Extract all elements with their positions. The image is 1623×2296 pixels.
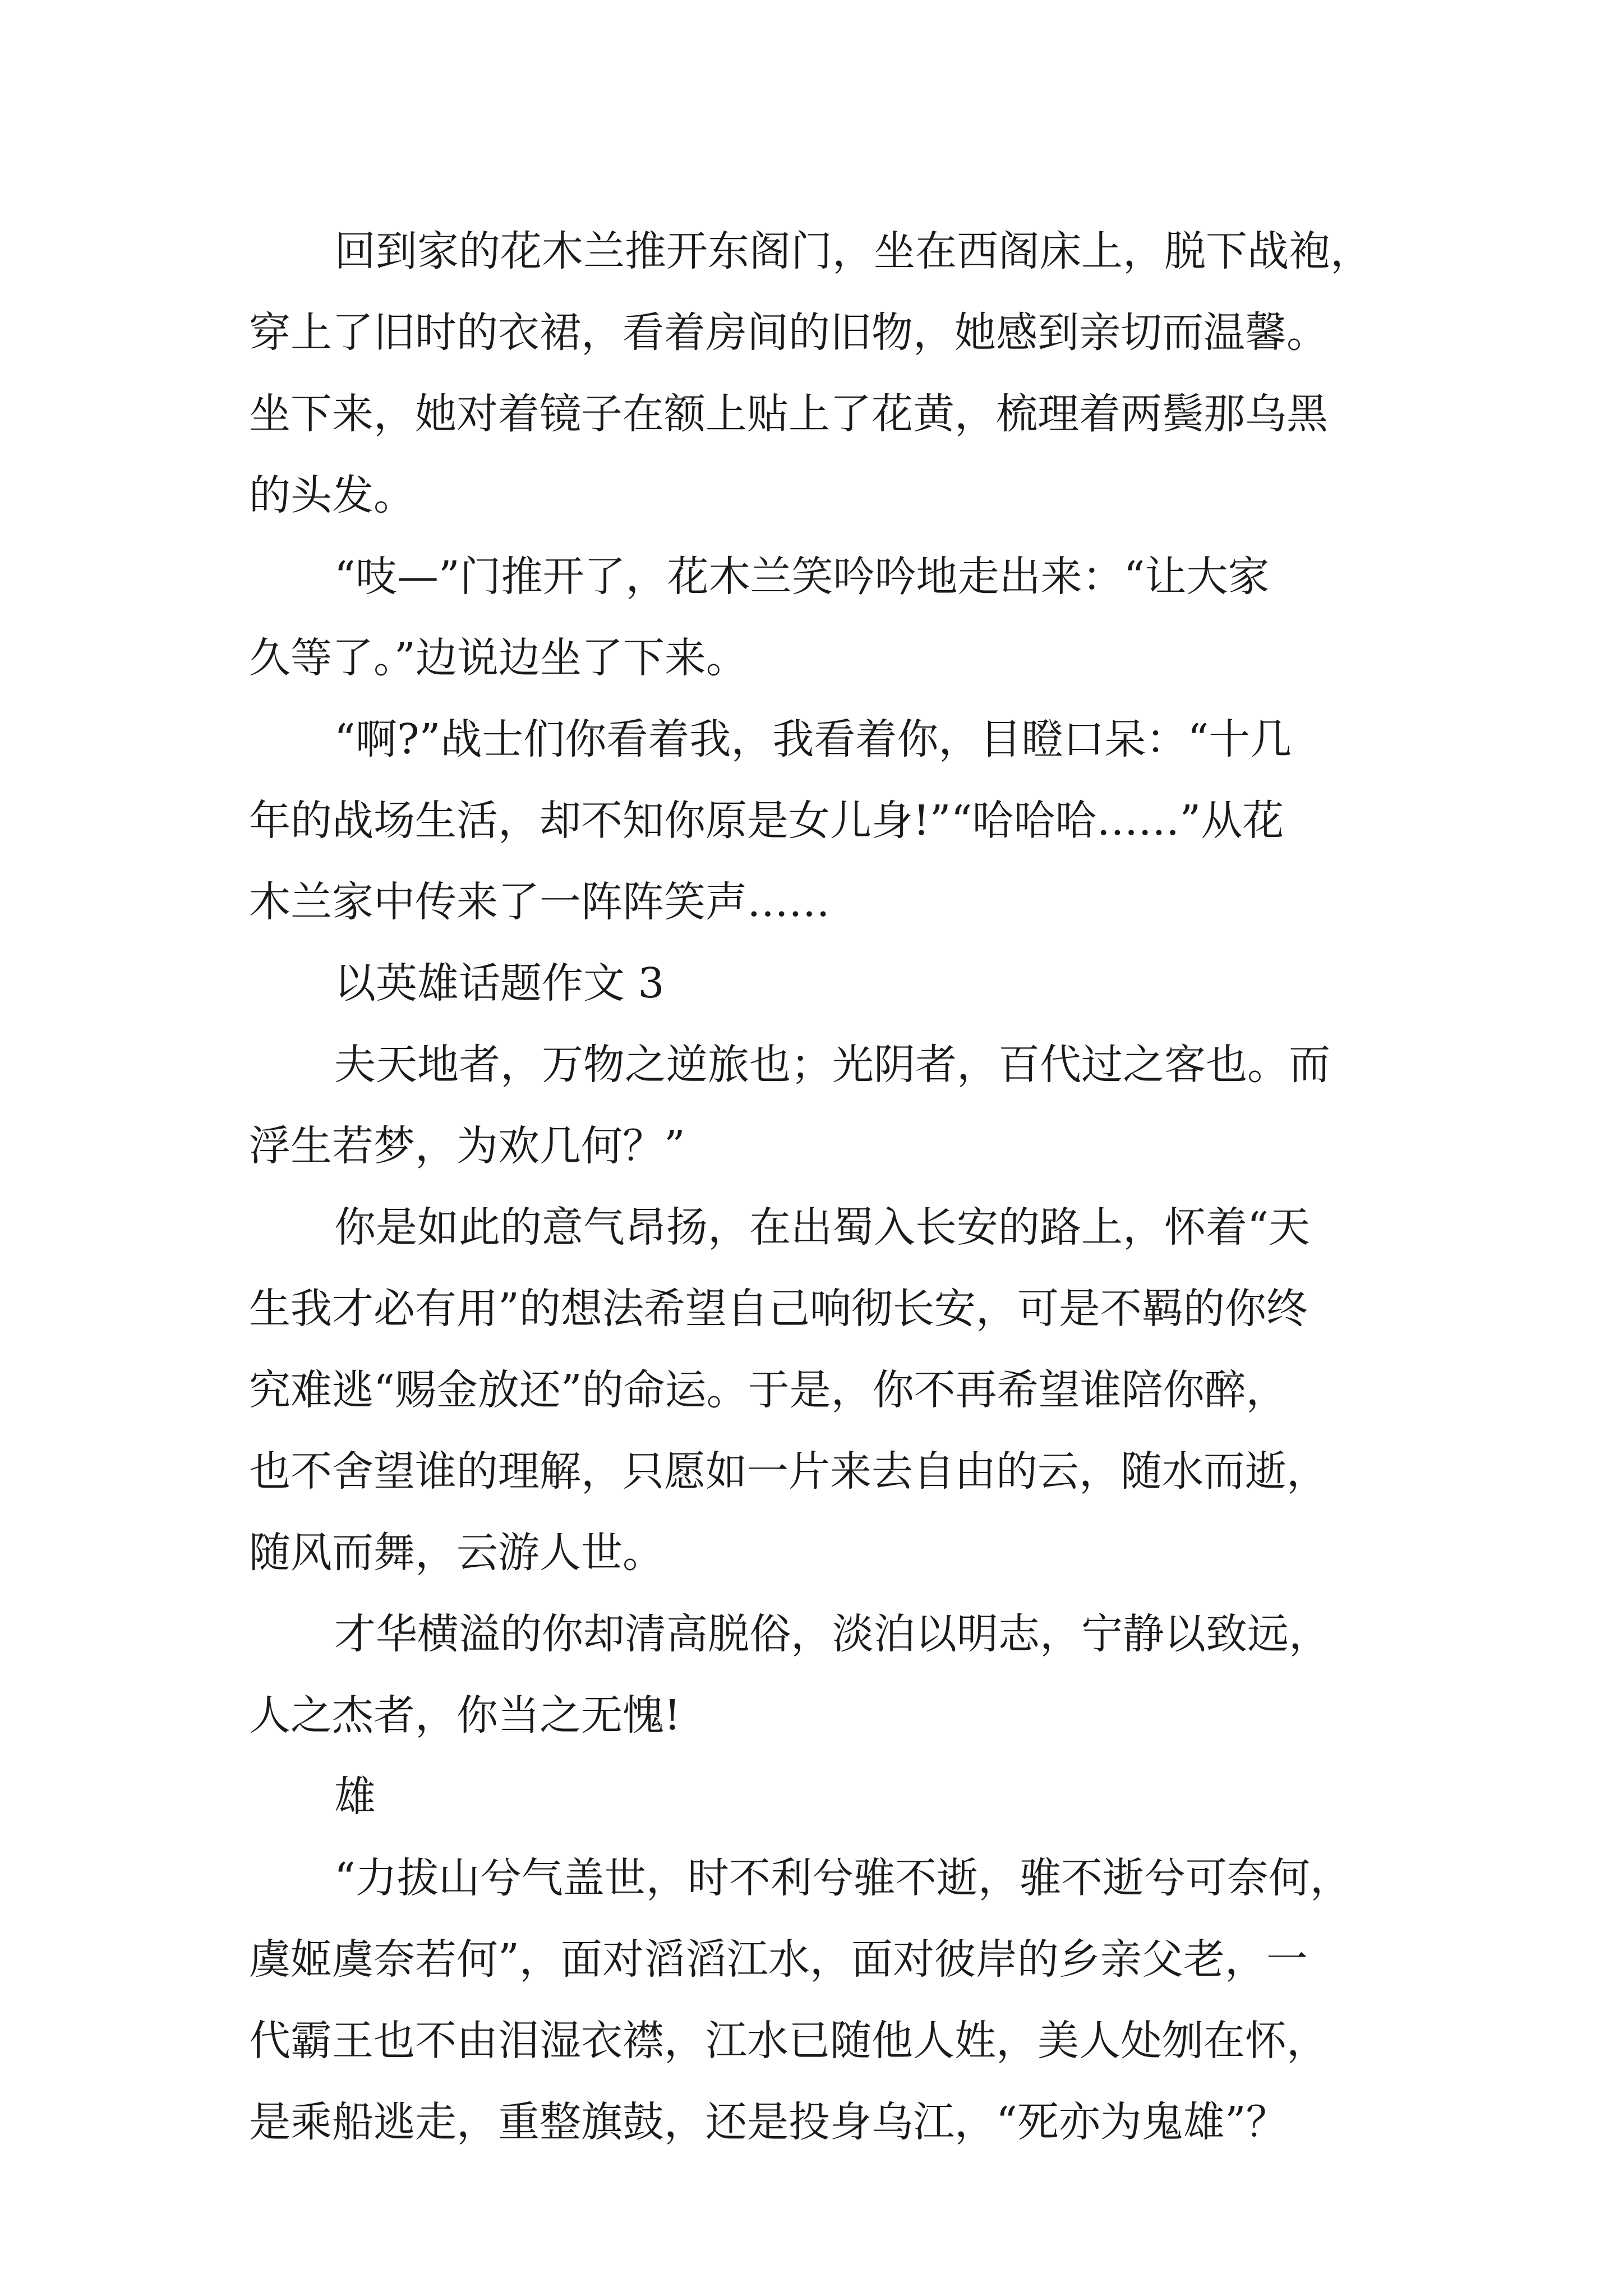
paragraph	[249, 536, 1410, 699]
text-line: 穿上了旧时的衣裙，看着房间的旧物，她感到亲切而温馨。	[249, 309, 1328, 357]
text-line: 木兰家中传来了一阵阵笑声……	[249, 878, 830, 926]
text-line: 才华横溢的你却清高脱俗，淡泊以明志，宁静以致远，	[334, 1610, 1330, 1658]
paragraph	[249, 699, 1410, 943]
paragraph	[249, 211, 1410, 536]
text-line: 你是如此的意气昂扬，在出蜀入长安的路上，怀着“天	[334, 1203, 1310, 1251]
paragraph	[249, 1187, 1410, 1594]
text-line: 久等了。”边说边坐了下来。	[249, 634, 748, 682]
text-line: 年的战场生活，却不知你原是女儿身!”“哈哈哈……”从花	[249, 797, 1284, 845]
text-line: 的头发。	[249, 471, 415, 519]
paragraph	[249, 943, 1410, 1024]
text-line: 坐下来，她对着镜子在额上贴上了花黄，梳理着两鬓那乌黑	[249, 390, 1328, 438]
text-line: 人之杰者，你当之无愧!	[249, 1691, 681, 1740]
text-line: 虞姬虞奈若何”，面对滔滔江水，面对彼岸的乡亲父老，一	[249, 1935, 1308, 1984]
text-line: 随风而舞，云游人世。	[249, 1529, 664, 1577]
document-body	[249, 211, 1410, 2163]
text-line: 也不舍望谁的理解，只愿如一片来去自由的云，随水而逝，	[249, 1447, 1328, 1496]
text-line: 雄	[334, 1773, 376, 1821]
text-line: 浮生若梦，为欢几何？”	[249, 1122, 685, 1170]
text-line: 生我才必有用”的想法希望自己响彻长安，可是不羁的你终	[249, 1285, 1308, 1333]
text-line: 回到家的花木兰推开东阁门，坐在西阁床上，脱下战袍，	[334, 227, 1372, 275]
paragraph	[249, 1024, 1410, 1187]
paragraph	[249, 1838, 1410, 2163]
text-line: 是乘船逃走，重整旗鼓，还是投身乌江，“死亦为鬼雄”？	[249, 2098, 1288, 2146]
paragraph	[249, 1756, 1410, 1838]
text-line: “力拔山兮气盖世，时不利兮骓不逝，骓不逝兮可奈何，	[334, 1854, 1352, 1902]
text-line: “啊?”战士们你看着我，我看着你，目瞪口呆：“十几	[334, 715, 1292, 763]
text-line: 夫天地者，万物之逆旅也；光阴者，百代过之客也。而	[334, 1041, 1330, 1089]
text-line: 以英雄话题作文 3	[334, 959, 665, 1007]
text-line: 究难逃“赐金放还”的命运。于是，你不再希望谁陪你醉，	[249, 1366, 1288, 1414]
text-line: “吱—”门推开了，花木兰笑吟吟地走出来：“让大家	[334, 553, 1270, 601]
text-line: 代霸王也不由泪湿衣襟，江水已随他人姓，美人处刎在怀，	[249, 2017, 1328, 2065]
paragraph	[249, 1594, 1410, 1756]
